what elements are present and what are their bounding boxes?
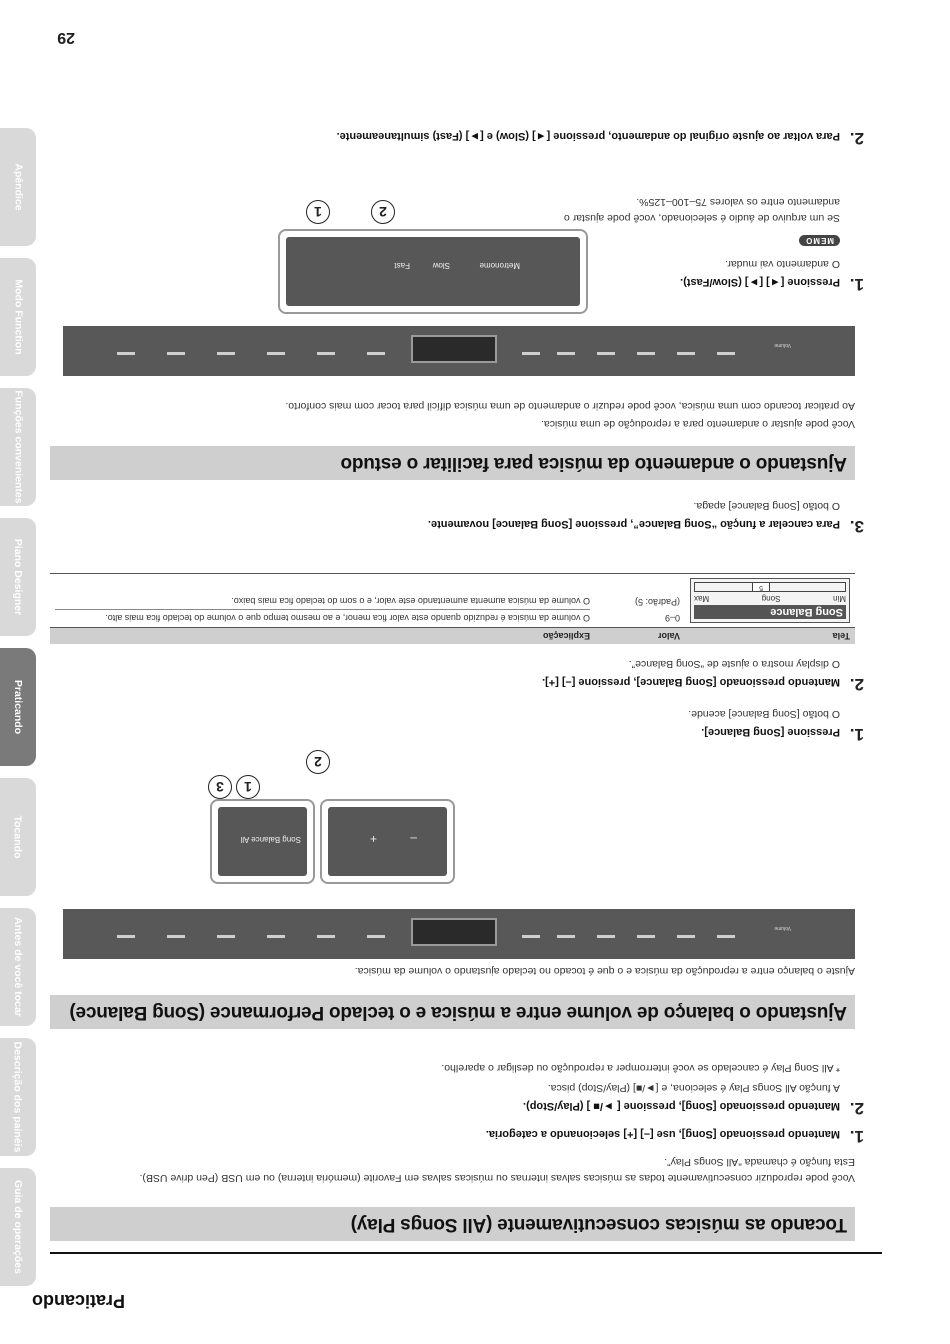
step-text: Pressione [Song Balance]. <box>701 726 840 738</box>
panel-display <box>411 335 497 363</box>
panel-button <box>522 352 540 355</box>
lcd-title: Song Balance <box>694 605 846 619</box>
callout-panel <box>218 807 307 876</box>
step-text: Mantendo pressionado [Song Balance], pressione [–] [+]. <box>542 676 840 688</box>
step-number: 3. <box>849 517 864 536</box>
callout-minus-plus <box>320 799 455 884</box>
table-header: Valor <box>595 628 685 645</box>
step-text: Mantendo pressionado [Song], pressione [ ►/■ ] (Play/Stop). <box>523 1100 840 1112</box>
callout-slow-fast <box>278 229 588 314</box>
tab-label: Praticando <box>11 679 24 735</box>
panel-button <box>597 352 615 355</box>
tab-label: Descrição dos painéis <box>11 1041 24 1153</box>
panel-button <box>367 352 385 355</box>
callout-panel <box>286 237 580 306</box>
table-cell-value <box>595 574 685 628</box>
panel-label: Volume <box>774 925 791 931</box>
table-row <box>50 574 855 628</box>
panel-button <box>117 352 135 355</box>
panel-button <box>267 352 285 355</box>
step-text: Para cancelar a função “Song Balance”, pressione [Song Balance] novamente. <box>427 518 840 530</box>
chapter-tabs <box>0 0 38 1344</box>
panel-button <box>677 935 695 938</box>
step-2 <box>523 1098 864 1118</box>
tab-label: Modo Function <box>11 279 24 355</box>
panel-button <box>267 935 285 938</box>
panel-label: Volume <box>774 342 791 348</box>
callout-number-2: 2 <box>306 750 330 774</box>
value-default: (Padrão: 5) <box>634 597 680 607</box>
tab-guia-operacoes[interactable] <box>0 1168 36 1286</box>
piano-panel-illustration <box>63 326 855 376</box>
section-title-tempo: Ajustando o andamento da música para facilitar o estudo <box>50 446 855 480</box>
panel-button <box>557 352 575 355</box>
panel-button <box>557 935 575 938</box>
step-text: Para voltar ao ajuste original do andamento, pressione [◄] (Slow) e [►] (Fast) simultaneamente. <box>336 130 840 142</box>
plus-label: + <box>369 832 377 846</box>
step-2 <box>542 674 864 694</box>
callout-number-1: 1 <box>306 200 330 224</box>
page-number: 29 <box>57 29 75 46</box>
section-title-all-songs-play: Tocando as músicas consecutivamente (All Songs Play) <box>50 1207 855 1241</box>
lcd-min-label: Min <box>833 594 846 603</box>
explanation-text: O volume da música é reduzido quando este valor fica menor, e ao mesmo tempo que o volume do teclado fica mais alto. <box>55 609 590 623</box>
memo-badge: MEMO <box>799 235 840 246</box>
step-3 <box>428 516 864 536</box>
lcd-song-balance <box>690 578 850 623</box>
fast-label: Fast <box>394 261 410 270</box>
step-text: Pressione [◄] [►] (Slow/Fast). <box>680 276 840 288</box>
step-number: 2. <box>849 675 864 694</box>
tab-tocando[interactable] <box>0 778 36 896</box>
panel-button <box>217 935 235 938</box>
panel-button <box>637 935 655 938</box>
step-detail: O botão [Song Balance] apaga. <box>693 500 840 512</box>
metronome-label: Metronome <box>479 261 520 270</box>
paragraph: Esta função é chamada “All Songs Play”. <box>664 1156 855 1168</box>
section-title-song-balance: Ajustando o balanço de volume entre a música e o teclado Performance (Song Balance) <box>50 995 855 1029</box>
step-number: 2. <box>849 129 864 148</box>
step-1 <box>701 724 864 744</box>
step-detail: O display mostra o ajuste de “Song Balance”. <box>628 658 840 670</box>
panel-button <box>167 352 185 355</box>
step-2 <box>337 128 864 148</box>
callout-song-balance <box>210 799 315 884</box>
minus-label: – <box>410 832 417 846</box>
slow-label: Slow <box>432 261 450 270</box>
panel-button <box>217 352 235 355</box>
table-header-row <box>50 628 855 645</box>
memo-text: Se um arquivo de áudio é selecionado, você pode ajustar o <box>563 212 840 224</box>
lcd-song-label: Song <box>761 594 781 603</box>
tab-apendice[interactable] <box>0 128 36 246</box>
table-cell-display <box>685 574 855 628</box>
lcd-scale <box>694 594 846 603</box>
note: * All Song Play é cancelado se você interromper a reprodução ou desligar o aparelho. <box>441 1062 840 1074</box>
step-number: 1. <box>849 275 864 294</box>
panel-button <box>522 935 540 938</box>
table-header: Explicação <box>50 628 595 645</box>
header-rule <box>50 1252 882 1254</box>
tab-modo-function[interactable] <box>0 258 36 376</box>
step-number: 1. <box>849 1127 864 1146</box>
tab-label: Tocando <box>11 815 24 859</box>
callout-panel <box>328 807 447 876</box>
panel-button <box>317 935 335 938</box>
paragraph: Ao praticar tocando com uma música, você pode reduzir o andamento de uma música difícil para tocar com mais conforto. <box>285 400 855 412</box>
piano-panel-illustration <box>63 909 855 959</box>
song-balance-table <box>50 573 855 644</box>
lcd-balance-bar <box>694 582 846 592</box>
table-header: Tela <box>685 628 855 645</box>
memo-text: andamento entre os valores 75–100–125%. <box>636 196 840 208</box>
table-cell-explanation <box>50 574 595 628</box>
tab-label: Piano Designer <box>11 538 24 616</box>
tab-label: Funções convenientes <box>11 390 24 504</box>
panel-button <box>167 935 185 938</box>
callout-number-1: 1 <box>236 775 260 799</box>
paragraph: Você pode ajustar o andamento para a reprodução de uma música. <box>540 418 855 430</box>
panel-button <box>367 935 385 938</box>
step-number: 1. <box>849 725 864 744</box>
panel-button <box>717 935 735 938</box>
panel-button <box>597 935 615 938</box>
callout-number-2: 2 <box>371 200 395 224</box>
paragraph: Você pode reproduzir consecutivamente todas as músicas salvas internas ou músicas salvas em Favorite (memória interna) ou em USB (Pen drive USB). <box>139 1172 855 1184</box>
panel-button <box>117 935 135 938</box>
value-range: 0–9 <box>664 613 680 623</box>
tab-funcoes-convenientes[interactable] <box>0 388 36 506</box>
step-detail: O botão [Song Balance] acende. <box>688 708 840 720</box>
step-number: 2. <box>849 1099 864 1118</box>
panel-display <box>411 918 497 946</box>
lcd-balance-value: 5 <box>752 582 770 592</box>
step-detail: O andamento vai mudar. <box>725 258 840 270</box>
tab-descricao-paineis[interactable] <box>0 1038 36 1156</box>
tab-praticando[interactable] <box>0 648 36 766</box>
step-1 <box>680 274 864 294</box>
tab-piano-designer[interactable] <box>0 518 36 636</box>
page-section-title: Praticando <box>31 1291 125 1311</box>
tab-label: Apêndice <box>11 163 24 211</box>
step-detail: A função All Songs Play é seleciona, e [►/■] (Play/Stop) pisca. <box>547 1082 840 1094</box>
step-1 <box>486 1126 864 1146</box>
tab-antes-de-tocar[interactable] <box>0 908 36 1026</box>
song-balance-label: Song Balance All <box>240 835 301 844</box>
lcd-max-label: Max <box>694 594 710 603</box>
panel-button <box>677 352 695 355</box>
step-text: Mantendo pressionado [Song], use [–] [+] selecionando a categoria. <box>485 1128 840 1140</box>
callout-number-3: 3 <box>208 775 232 799</box>
paragraph: Ajuste o balanço entre a reprodução da música e o que é tocado no teclado ajustando o volume da música. <box>354 965 855 977</box>
panel-button <box>637 352 655 355</box>
explanation-text: O volume da música aumenta aumentando este valor, e o som do teclado fica mais baixo. <box>231 596 590 606</box>
tab-label: Antes de você tocar <box>11 917 24 1017</box>
panel-button <box>317 352 335 355</box>
panel-button <box>717 352 735 355</box>
tab-label: Guia de operações <box>11 1180 24 1274</box>
